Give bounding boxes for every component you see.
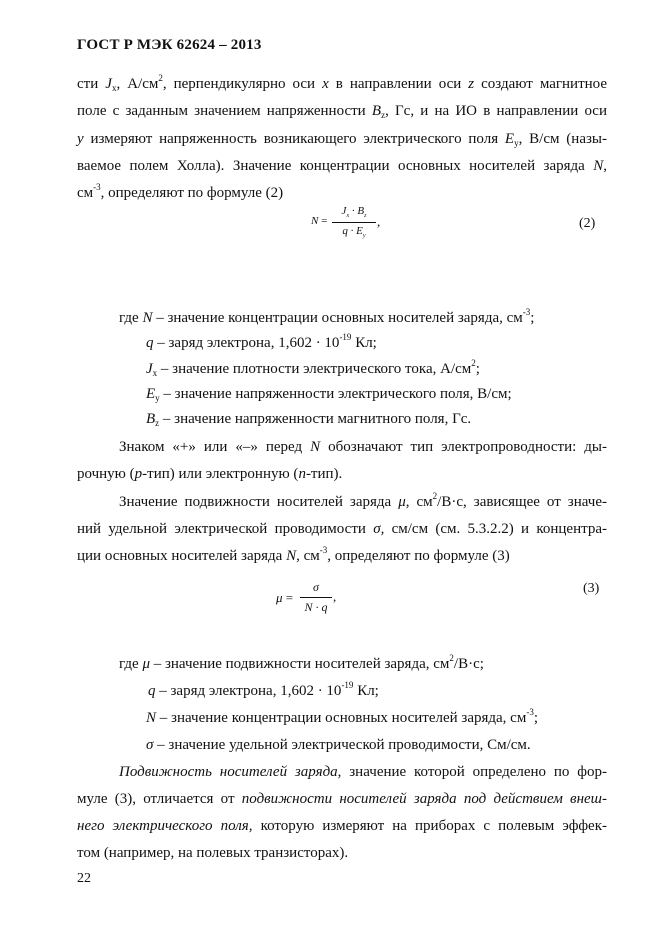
definition-line: q – заряд электрона, $1,602 \cdot 10^{-19}$ Кл; — [146, 332, 377, 351]
paragraph-line: ний удельной электрической проводимости σ, см/см (см. 5.3.2.2) и концентра- — [77, 521, 607, 537]
formula-comma: , — [333, 589, 337, 604]
paragraph-line: ваемое полем Холла). Значение концентрации основных носителей заряда N, — [77, 158, 607, 174]
page-number: 22 — [77, 871, 91, 886]
paragraph-line: сти $J_x$, $А/см^2$, перпендикулярно оси x в направлении оси z создают магнитное — [77, 73, 607, 93]
definition-line: q – заряд электрона, $1,602 \cdot 10^{-19}$ Кл; — [148, 680, 379, 699]
paragraph-line: муле (3), отличается от подвижности носителей заряда под действием внеш- — [77, 791, 607, 807]
fraction-bar — [300, 597, 332, 598]
definition-line: где μ – значение подвижности носителей заряда, $см^2/В\cdot с$; — [119, 653, 484, 672]
paragraph-line: Знаком «+» или «–» перед N обозначают тип электропроводности: ды- — [119, 439, 607, 455]
formula-denominator: $q \cdot E_y$ — [342, 225, 366, 239]
paragraph-line: Значение подвижности носителей заряда μ, $см^2/В\cdot с$, зависящее от значе- — [119, 491, 607, 510]
paragraph-line: него электрического поля, которую измеряют на приборах с полевым эффек- — [77, 818, 607, 834]
definition-line: где N – значение концентрации основных носителей заряда, $см^{-3}$; — [119, 307, 535, 326]
formula-number: (3) — [583, 581, 600, 596]
fraction-bar — [332, 222, 376, 223]
paragraph-line: Подвижность носителей заряда, значение которой определено по фор- — [119, 764, 607, 780]
formula-denominator: N · q — [304, 600, 328, 614]
formula-comma: , — [377, 214, 381, 229]
formula-numerator: $J_x \cdot B_z$ — [341, 205, 367, 219]
paragraph-line: ции основных носителей заряда N, $см^{-3}$, определяют по формуле (3) — [77, 545, 510, 564]
paragraph-line: том (например, на полевых транзисторах). — [77, 845, 349, 861]
formula-lhs: μ = — [276, 590, 294, 605]
definition-line: $E_y$ – значение напряженности электрического поля, В/см; — [146, 386, 512, 403]
definition-line: N – значение концентрации основных носителей заряда, $см^{-3}$; — [146, 707, 538, 726]
formula-lhs: N = — [311, 215, 328, 227]
definition-line: $B_z$ – значение напряженности магнитного поля, Гс. — [146, 411, 472, 428]
paragraph-line: y измеряют напряженность возникающего электрического поля $E_y$, В/см (назы- — [77, 131, 607, 148]
formula-numerator: σ — [313, 580, 319, 594]
paragraph-line: $см^{-3}$, определяют по формуле (2) — [77, 182, 284, 201]
definition-line: $J_x$ – значение плотности электрического тока, $А/см^2$; — [146, 358, 480, 378]
formula-number: (2) — [579, 216, 596, 231]
paragraph-line: рочную (p-тип) или электронную (n-тип). — [77, 466, 343, 482]
document-header: ГОСТ Р МЭК 62624 – 2013 — [77, 37, 262, 53]
definition-line: σ – значение удельной электрической проводимости, См/см. — [146, 737, 531, 753]
paragraph-line: поле с заданным значением напряженности $B_z$, Гс, и на ИО в направлении оси — [77, 103, 607, 120]
